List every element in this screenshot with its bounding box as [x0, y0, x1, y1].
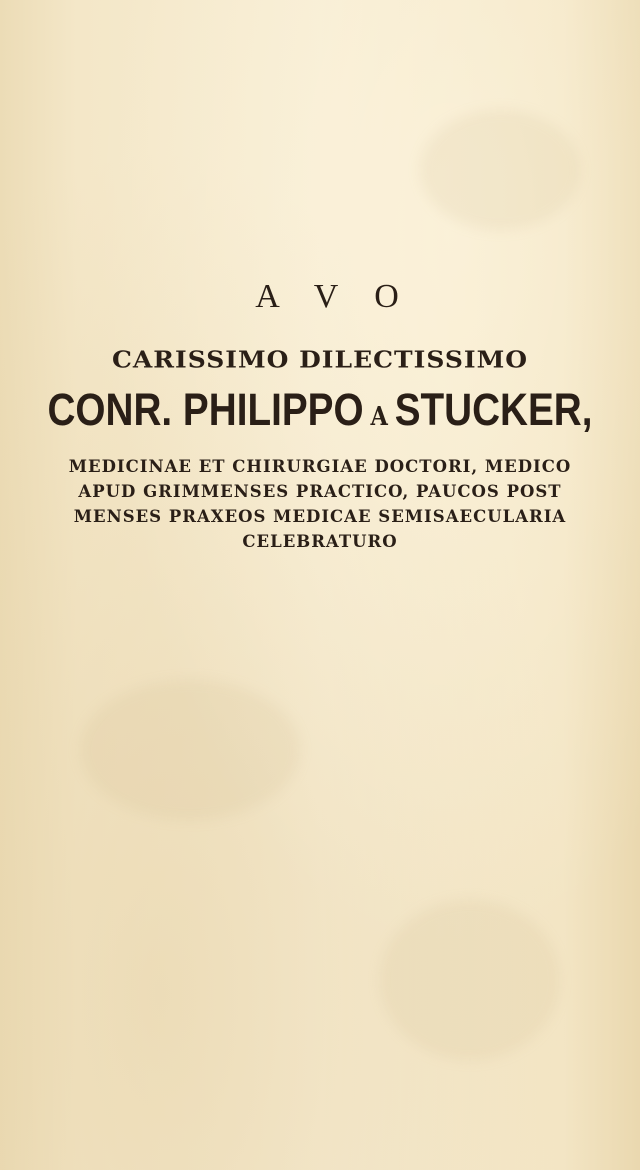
- dedication-heading: A V O: [255, 278, 413, 315]
- dedicatee-name: [45, 384, 595, 436]
- description-line: MENSES PRAXEOS MEDICAE SEMISAECULARIA: [73, 507, 567, 526]
- description-line: APUD GRIMMENSES PRACTICO, PAUCOS POST: [78, 482, 562, 501]
- dedicatee-first-name: CONR. PHILIPPO: [47, 384, 364, 435]
- dedicatee-description: [0, 454, 640, 554]
- dedicatee-surname: STUCKER,: [394, 384, 593, 435]
- dedication-epithet: CARISSIMO DILECTISSIMO: [111, 345, 529, 374]
- name-particle: A: [370, 402, 388, 432]
- description-line: CELEBRATURO: [242, 532, 398, 551]
- description-line: MEDICINAE ET CHIRURGIAE DOCTORI, MEDICO: [68, 457, 572, 476]
- paper-stain: [80, 680, 300, 820]
- paper-stain: [420, 110, 580, 230]
- paper-stain: [380, 900, 560, 1060]
